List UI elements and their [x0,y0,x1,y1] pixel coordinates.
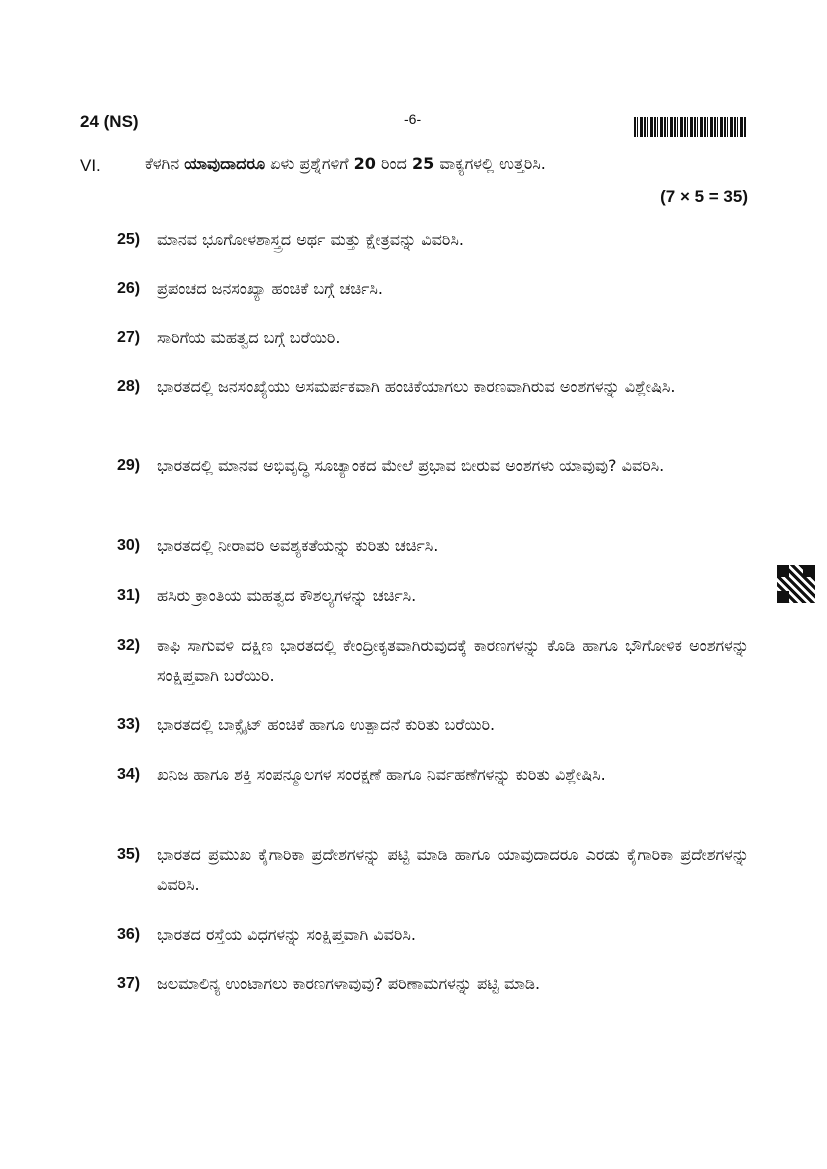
question-text: ಕಾಫಿ ಸಾಗುವಳಿ ದಕ್ಷಿಣ ಭಾರತದಲ್ಲಿ ಕೇಂದ್ರೀಕೃತವಾಗಿರುವುದಕ್ಕೆ ಕಾರಣಗಳನ್ನು ಕೊಡಿ ಹಾಗೂ ಭೌಗೋಳಿಕ ಅಂಶಗಳನ್ನು ಸಂಕ್ಷಿಪ್ತವಾಗಿ ಬರೆಯಿರಿ. [157,636,749,685]
question-number: 29) [117,457,141,474]
question-text: ಭಾರತದಲ್ಲಿ ನೀರಾವರಿ ಅವಶ್ಯಕತೆಯನ್ನು ಕುರಿತು ಚರ್ಚಿಸಿ. [157,536,439,555]
section-number: VI. [80,156,101,175]
question-number: 36) [117,926,141,943]
question-text: ಭಾರತದಲ್ಲಿ ಮಾನವ ಅಭಿವೃದ್ಧಿ ಸೂಚ್ಯಾಂಕದ ಮೇಲೆ ಪ್ರಭಾವ ಬೀರುವ ಅಂಶಗಳು ಯಾವುವು? ವಿವರಿಸಿ. [157,456,665,475]
question-text: ಖನಿಜ ಹಾಗೂ ಶಕ್ತಿ ಸಂಪನ್ಮೂಲಗಳ ಸಂರಕ್ಷಣೆ ಹಾಗೂ ನಿರ್ವಹಣೆಗಳನ್ನು ಕುರಿತು ವಿಶ್ಲೇಷಿಸಿ. [157,765,606,784]
barcode-icon [634,117,746,137]
qr-code-icon [776,564,816,604]
question-text: ಭಾರತದ ರಸ್ತೆಯ ವಿಧಗಳನ್ನು ಸಂಕ್ಷಿಪ್ತವಾಗಿ ವಿವರಿಸಿ. [157,925,416,944]
question-text: ಭಾರತದಲ್ಲಿ ಬಾಕ್ಸೈಟ್ ಹಂಚಿಕೆ ಹಾಗೂ ಉತ್ಪಾದನೆ ಕುರಿತು ಬರೆಯಿರಿ. [157,715,496,734]
section-marks: (7 × 5 = 35) [660,187,748,206]
question-number: 26) [117,280,141,297]
instruction-text: ವಾಕ್ಯಗಳಲ್ಲಿ ಉತ್ತರಿಸಿ. [434,154,546,173]
section-instruction [145,154,546,174]
question-number: 32) [117,637,141,654]
page-number: -6- [404,111,422,127]
question-text: ಸಾರಿಗೆಯ ಮಹತ್ವದ ಬಗ್ಗೆ ಬರೆಯಿರಿ. [157,328,341,347]
instruction-emphasis: 20 [353,154,376,173]
instruction-text: ರಿಂದ [375,154,412,173]
instruction-text: ಕೆಳಗಿನ [145,154,185,173]
question-number: 25) [117,231,141,248]
question-number: 28) [117,378,141,395]
question-number: 31) [117,587,141,604]
instruction-text: ಏಳು ಪ್ರಶ್ನೆಗಳಿಗೆ [265,154,354,173]
question-text: ಮಾನವ ಭೂಗೋಳಶಾಸ್ತ್ರದ ಅರ್ಥ ಮತ್ತು ಕ್ಷೇತ್ರವನ್ನು ವಿವರಿಸಿ. [157,230,464,249]
question-text: ಭಾರತದಲ್ಲಿ ಜನಸಂಖ್ಯೆಯು ಅಸಮರ್ಪಕವಾಗಿ ಹಂಚಿಕೆಯಾಗಲು ಕಾರಣವಾಗಿರುವ ಅಂಶಗಳನ್ನು ವಿಶ್ಲೇಷಿಸಿ. [157,377,676,396]
paper-code: 24 (NS) [80,112,139,131]
instruction-emphasis: ಯಾವುದಾದರೂ [184,154,266,173]
question-number: 34) [117,766,141,783]
question-text: ಪ್ರಪಂಚದ ಜನಸಂಖ್ಯಾ ಹಂಚಿಕೆ ಬಗ್ಗೆ ಚರ್ಚಿಸಿ. [157,279,384,298]
question-text: ಹಸಿರು ಕ್ರಾಂತಿಯ ಮಹತ್ವದ ಕೌಶಲ್ಯಗಳನ್ನು ಚರ್ಚಿಸಿ. [157,586,417,605]
question-number: 37) [117,975,141,992]
question-number: 30) [117,537,141,554]
question-number: 35) [117,846,141,863]
question-text: ಜಲಮಾಲಿನ್ಯ ಉಂಟಾಗಲು ಕಾರಣಗಳಾವುವು? ಪರಿಣಾಮಗಳನ್ನು ಪಟ್ಟಿ ಮಾಡಿ. [157,974,541,993]
question-text: ಭಾರತದ ಪ್ರಮುಖ ಕೈಗಾರಿಕಾ ಪ್ರದೇಶಗಳನ್ನು ಪಟ್ಟಿ ಮಾಡಿ ಹಾಗೂ ಯಾವುದಾದರೂ ಎರಡು ಕೈಗಾರಿಕಾ ಪ್ರದೇಶಗಳನ್ನು ವಿವರಿಸಿ. [157,845,749,894]
question-number: 33) [117,716,141,733]
instruction-emphasis: 25 [411,154,435,173]
question-number: 27) [117,329,141,346]
